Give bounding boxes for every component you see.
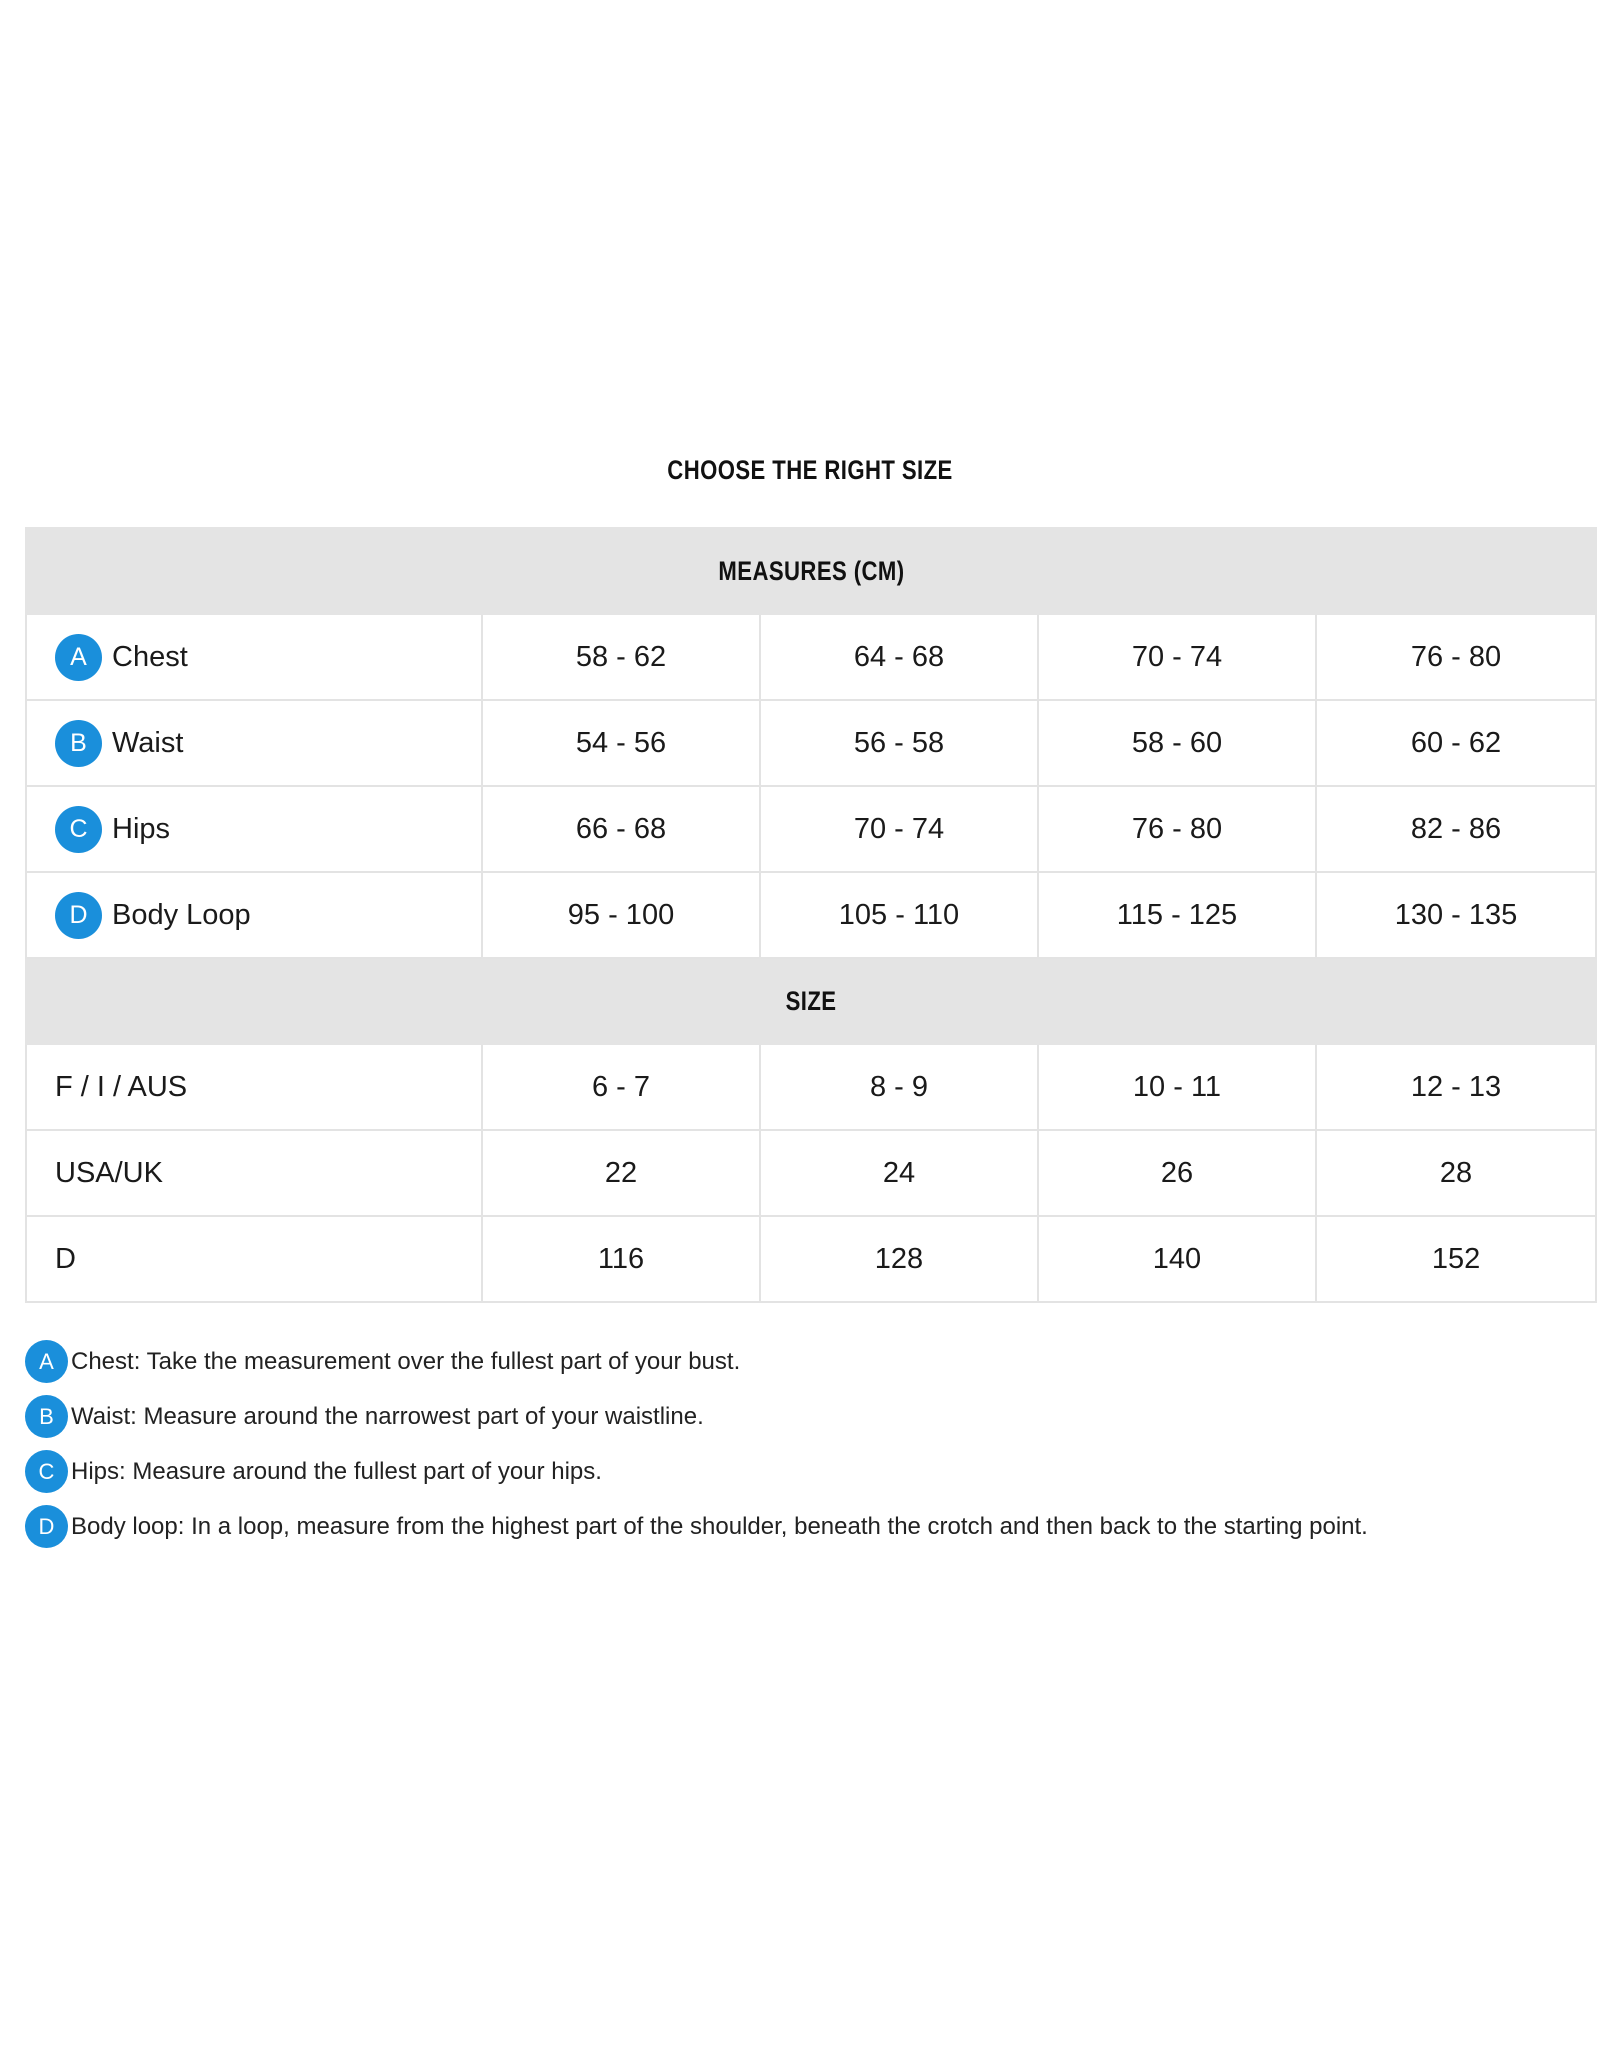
row-label-waist: B Waist <box>26 700 482 786</box>
table-cell: 76 - 80 <box>1038 786 1316 872</box>
table-cell: 10 - 11 <box>1038 1044 1316 1130</box>
table-cell: 54 - 56 <box>482 700 760 786</box>
badge-d: D <box>55 892 102 939</box>
note-hips <box>25 1444 1595 1499</box>
table-cell: 8 - 9 <box>760 1044 1038 1130</box>
note-chest <box>25 1334 1595 1389</box>
page-title: CHOOSE THE RIGHT SIZE <box>667 455 953 485</box>
badge-a: A <box>25 1340 68 1383</box>
table-cell: 60 - 62 <box>1316 700 1596 786</box>
badge-c: C <box>55 806 102 853</box>
measures-header-row <box>26 528 1596 614</box>
size-header-row <box>26 958 1596 1044</box>
table-row-body-loop <box>26 872 1596 958</box>
row-label-hips: C Hips <box>26 786 482 872</box>
table-cell: 128 <box>760 1216 1038 1302</box>
measures-header: MEASURES (CM) <box>26 528 1596 614</box>
size-header: SIZE <box>26 958 1596 1044</box>
table-row-chest <box>26 614 1596 700</box>
table-cell: 64 - 68 <box>760 614 1038 700</box>
table-row-hips <box>26 786 1596 872</box>
table-cell: 6 - 7 <box>482 1044 760 1130</box>
badge-a: A <box>55 634 102 681</box>
table-cell: 105 - 110 <box>760 872 1038 958</box>
row-label-chest: A Chest <box>26 614 482 700</box>
table-cell: 56 - 58 <box>760 700 1038 786</box>
badge-b: B <box>55 720 102 767</box>
table-cell: 12 - 13 <box>1316 1044 1596 1130</box>
table-cell: 28 <box>1316 1130 1596 1216</box>
table-row-d <box>26 1216 1596 1302</box>
table-cell: 152 <box>1316 1216 1596 1302</box>
badge-d: D <box>25 1505 68 1548</box>
row-label-body-loop: D Body Loop <box>26 872 482 958</box>
table-cell: 95 - 100 <box>482 872 760 958</box>
table-cell: 76 - 80 <box>1316 614 1596 700</box>
badge-c: C <box>25 1450 68 1493</box>
row-label-d: D <box>26 1216 482 1302</box>
table-cell: 58 - 62 <box>482 614 760 700</box>
row-label-usa-uk: USA/UK <box>26 1130 482 1216</box>
note-text: Hips: Measure around the fullest part of your hips. <box>71 1457 602 1485</box>
note-text: Body loop: In a loop, measure from the highest part of the shoulder, beneath the crotch and then back to the starting point. <box>71 1512 1368 1540</box>
note-text: Chest: Take the measurement over the fullest part of your bust. <box>71 1347 741 1375</box>
table-cell: 66 - 68 <box>482 786 760 872</box>
table-row-usa-uk <box>26 1130 1596 1216</box>
note-text: Waist: Measure around the narrowest part of your waistline. <box>71 1402 704 1430</box>
table-row-f-i-aus <box>26 1044 1596 1130</box>
table-cell: 58 - 60 <box>1038 700 1316 786</box>
table-cell: 26 <box>1038 1130 1316 1216</box>
table-cell: 22 <box>482 1130 760 1216</box>
note-body-loop <box>25 1499 1595 1554</box>
badge-b: B <box>25 1395 68 1438</box>
note-waist <box>25 1389 1595 1444</box>
table-cell: 24 <box>760 1130 1038 1216</box>
measurement-notes <box>25 1334 1595 1554</box>
table-cell: 70 - 74 <box>760 786 1038 872</box>
row-label-f-i-aus: F / I / AUS <box>26 1044 482 1130</box>
table-cell: 130 - 135 <box>1316 872 1596 958</box>
table-cell: 115 - 125 <box>1038 872 1316 958</box>
table-cell: 140 <box>1038 1216 1316 1302</box>
table-cell: 116 <box>482 1216 760 1302</box>
table-row-waist <box>26 700 1596 786</box>
table-cell: 82 - 86 <box>1316 786 1596 872</box>
size-chart-table <box>25 527 1597 1303</box>
table-cell: 70 - 74 <box>1038 614 1316 700</box>
